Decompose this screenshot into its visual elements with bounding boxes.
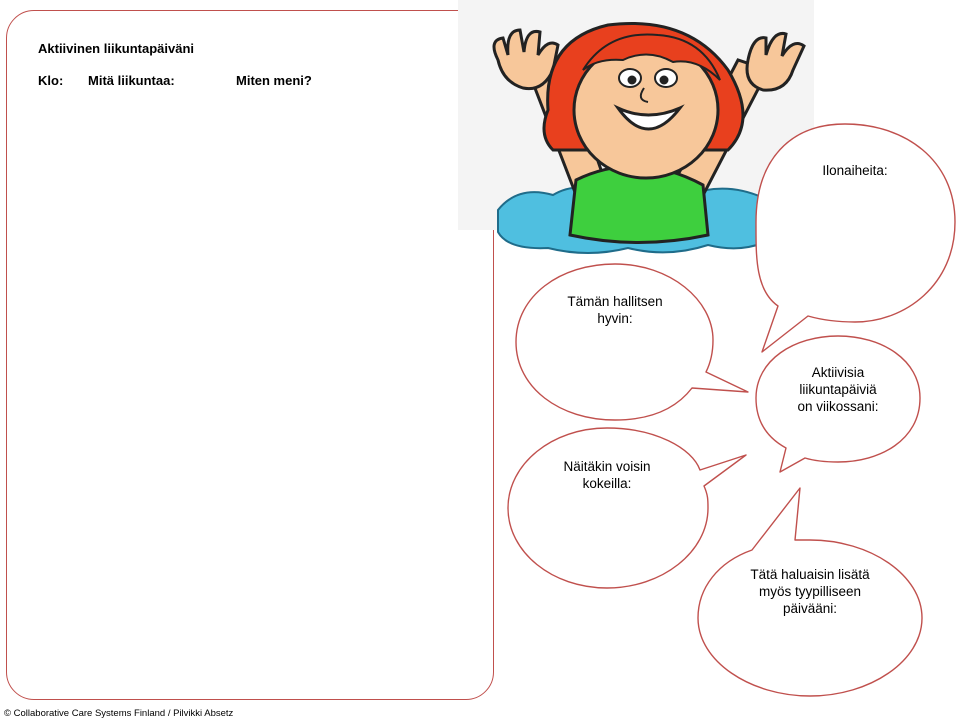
column-header-miten-meni: Miten meni? bbox=[236, 73, 312, 88]
bubble-ilonaiheita-text: Ilonaiheita: bbox=[822, 163, 888, 178]
worksheet-title: Aktiivinen liikuntapäiväni bbox=[38, 41, 195, 56]
bubble-hallitsen bbox=[516, 264, 748, 420]
column-header-mita-liikuntaa: Mitä liikuntaa: bbox=[88, 73, 175, 88]
bubble-hallitsen-text: Tämän hallitsen hyvin: bbox=[567, 294, 663, 326]
bubble-lisata-text: Tätä haluaisin lisätä myös tyypilliseen päivääni: bbox=[750, 567, 870, 616]
bubble-aktiivisia-text: Aktiivisia liikuntapäiviä on viikossani: bbox=[797, 365, 879, 414]
copyright-footer: © Collaborative Care Systems Finland / Pilvikki Absetz bbox=[4, 708, 234, 719]
bubble-kokeilla-text: Näitäkin voisin kokeilla: bbox=[563, 459, 651, 491]
column-header-klo: Klo: bbox=[38, 73, 64, 88]
bubble-kokeilla bbox=[508, 428, 746, 588]
bubble-ilonaiheita bbox=[756, 124, 955, 352]
